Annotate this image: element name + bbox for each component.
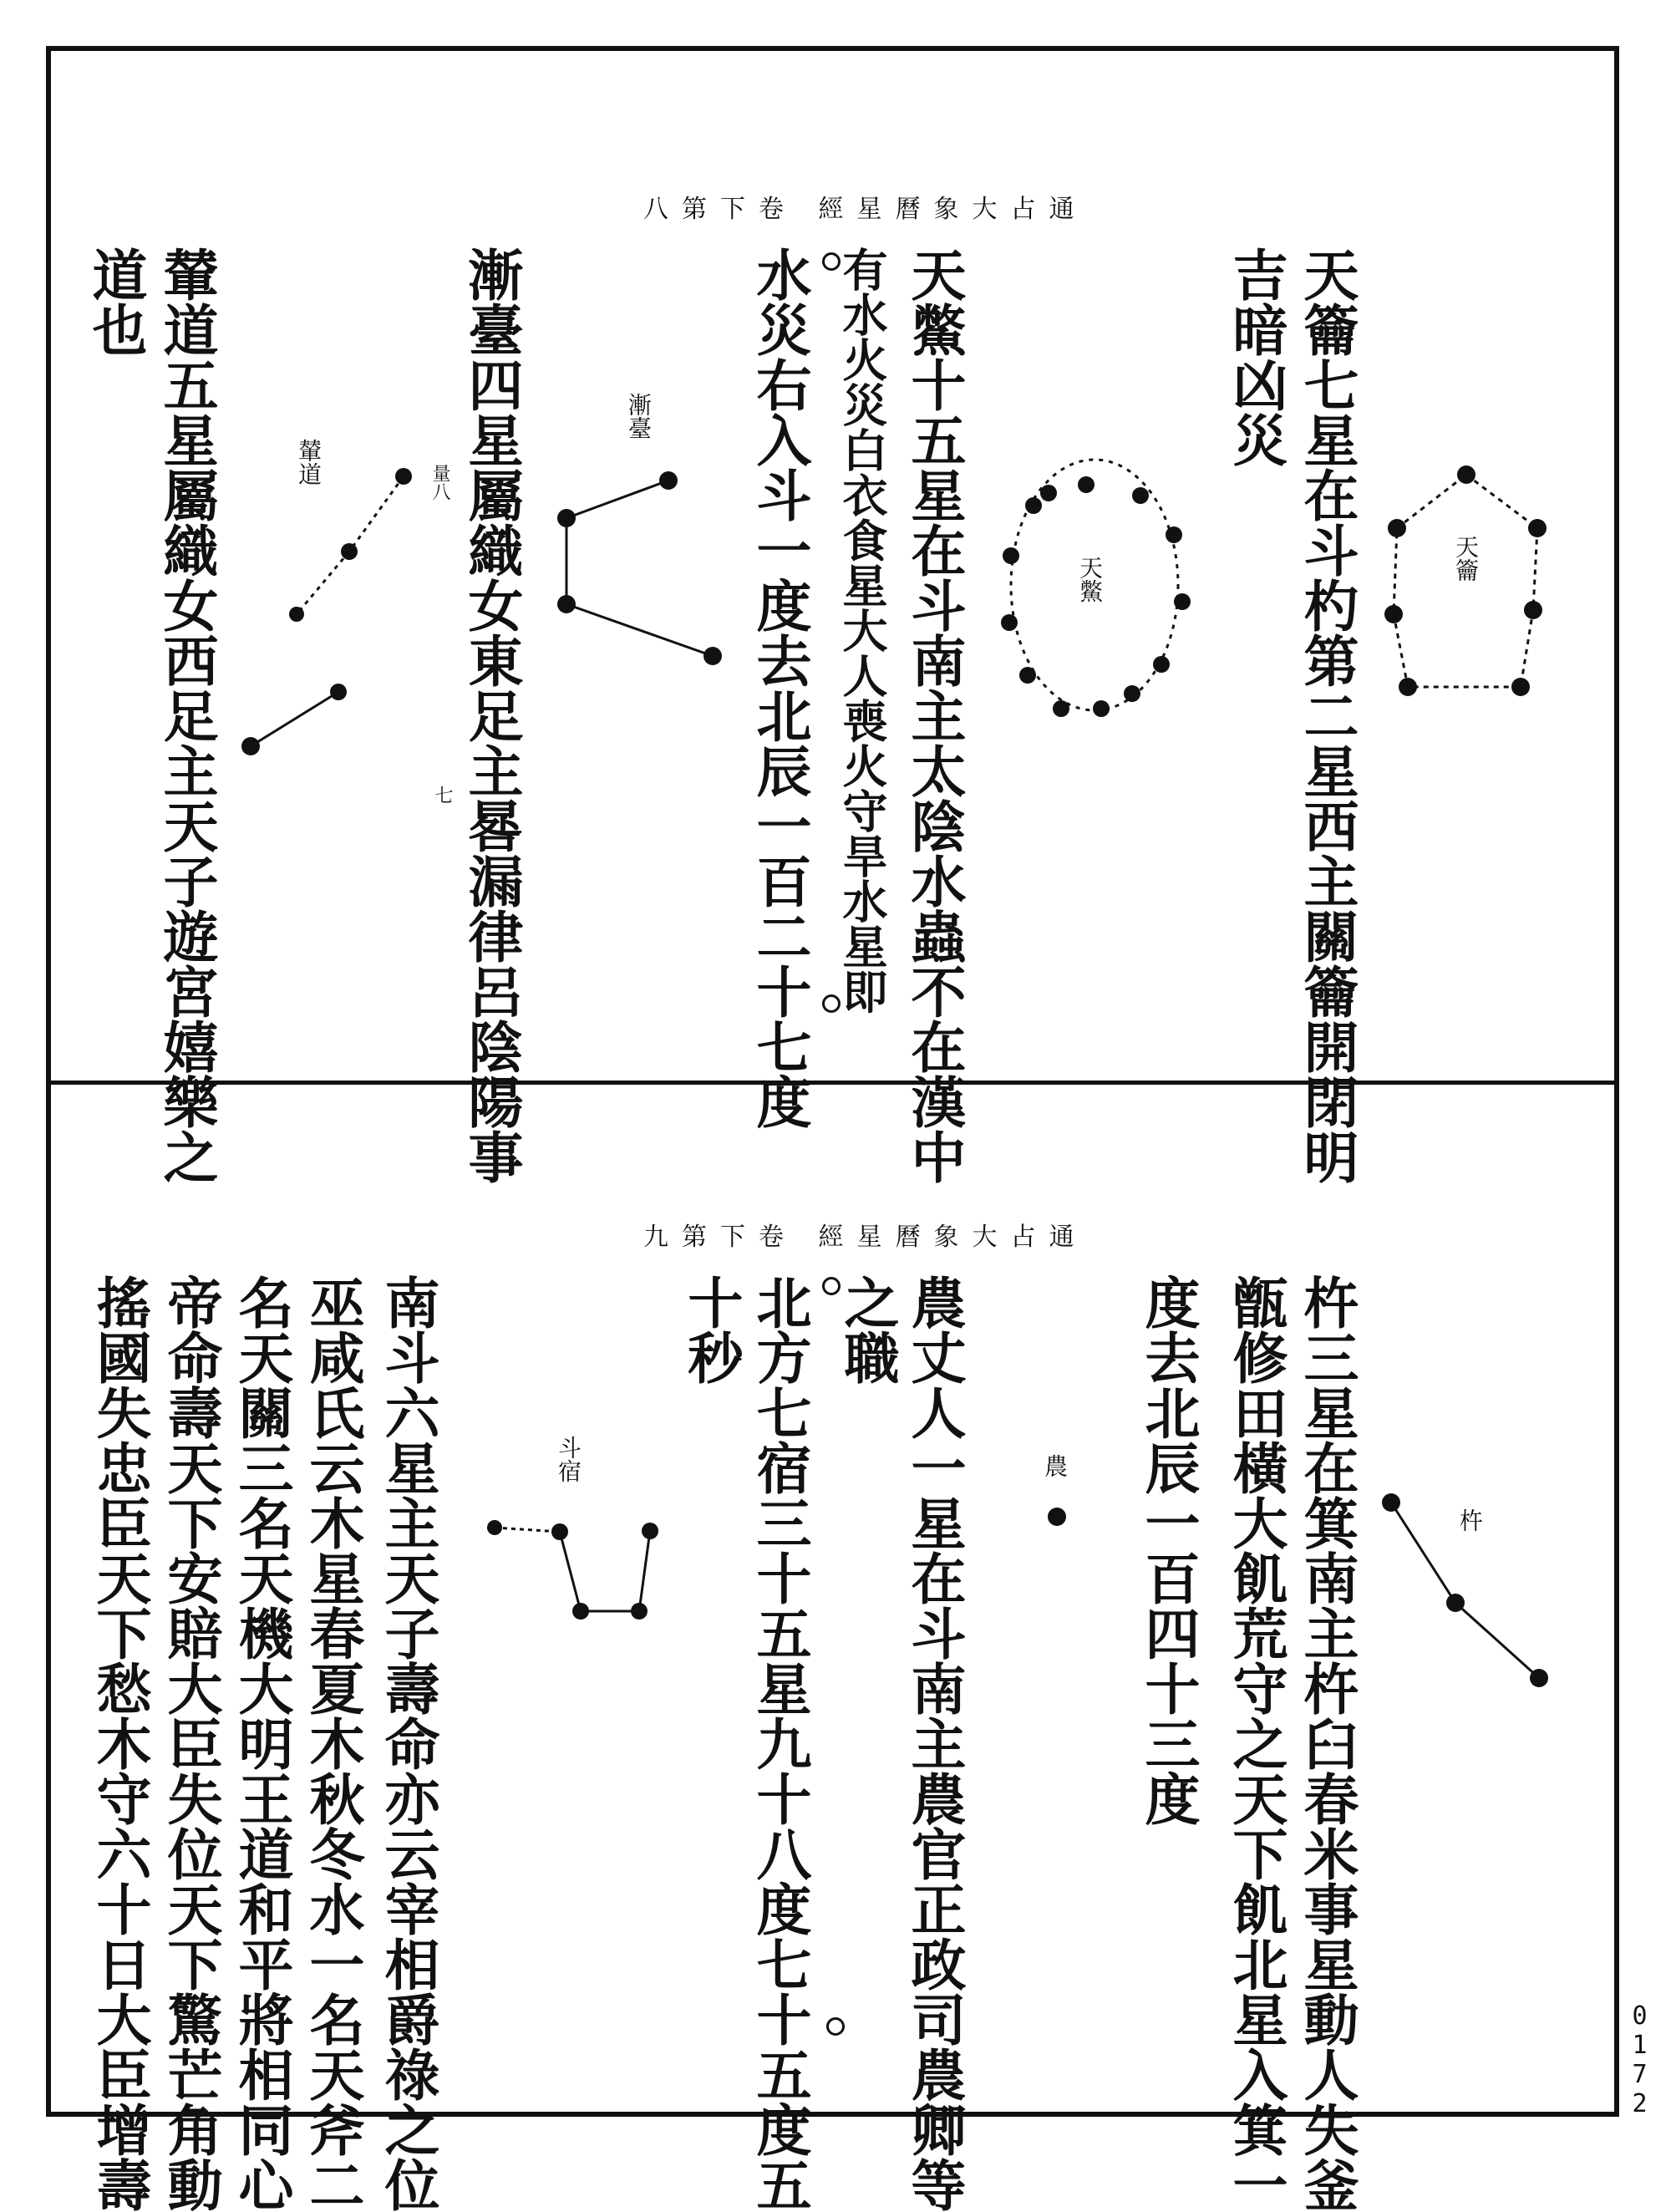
bottom-col-1: 杵三星在箕南主杵臼春米事星動人失釜: [1294, 1274, 1359, 2212]
bottom-col-7: 十秒: [678, 1274, 744, 1385]
circle-marker: [822, 1277, 841, 1295]
label-nong: 農: [1041, 1454, 1069, 1477]
bottom-col-3: 度去北辰一百四十三度: [1135, 1274, 1201, 1826]
jiantai-constellation: [566, 481, 713, 656]
bottom-col-2: 甑修田橫大飢荒守之天下飢北星入箕一: [1223, 1274, 1288, 2212]
tianyue-stars: [1384, 465, 1547, 696]
tianyue-constellation: [1394, 475, 1537, 687]
label-jiantai: 漸臺: [625, 393, 653, 440]
label-niandao: 輦道: [295, 439, 323, 486]
top-col-3: 天鱉十五星在斗南主太陰水蟲不在漢中: [902, 247, 967, 1184]
label-tianbie: 天鱉: [1076, 556, 1104, 603]
top-col-6: 漸臺四星屬織女東足主晷漏律呂陰陽事: [459, 247, 524, 1184]
note-ba: 量八: [429, 464, 450, 501]
bottom-col-11: 帝命壽天下安賠大臣失位天下驚芒角動: [158, 1274, 223, 2212]
top-col-4: 有水火災白衣食星大人喪火守旱水星即: [836, 247, 889, 1014]
dousu-constellation: [495, 1528, 650, 1611]
top-col-1: 天籥七星在斗杓第二星西主關籥開閉明: [1294, 247, 1359, 1184]
bottom-col-6: 北方七宿三十五星九十八度七十五度五: [747, 1274, 812, 2212]
niandao-stars: [241, 468, 412, 755]
label-chu: 杵: [1456, 1508, 1484, 1532]
dousu-stars: [487, 1520, 658, 1620]
label-tianyue: 天籥: [1452, 535, 1480, 582]
bottom-page-header: 通占大象曆星經 卷下第九: [643, 1223, 1088, 1252]
tianbie-stars: [1001, 476, 1191, 717]
tianbie-constellation: [1011, 460, 1178, 710]
circle-marker: [826, 2017, 845, 2036]
jiantai-stars: [557, 471, 722, 665]
top-col-5: 水災右入斗一度去北辰一百二十七度: [747, 247, 812, 1129]
note-qi: 七: [432, 786, 453, 804]
top-col-8: 道也: [83, 247, 148, 357]
page-number: 0172: [1625, 2001, 1654, 2118]
niandao-constellation: [251, 476, 404, 746]
top-col-2: 吉暗凶災: [1223, 247, 1288, 467]
bottom-col-8: 南斗六星主天子壽命亦云宰相爵祿之位: [375, 1274, 440, 2212]
bottom-col-4: 農丈人一星在斗南主農官正政司農卿等: [902, 1274, 967, 2212]
bottom-col-5: 之職: [835, 1274, 900, 1385]
bottom-col-12: 搖國失忠臣天下愁木守六十日大臣增壽: [87, 1274, 152, 2212]
top-col-7: 輦道五星屬織女西足主天子遊宮嬉樂之: [154, 247, 219, 1184]
top-page-header: 通占大象曆星經 卷下第八: [643, 195, 1088, 224]
bottom-col-9: 巫咸氏云木星春夏木秋冬水一名天斧二: [300, 1274, 365, 2212]
nong-star: [1048, 1508, 1066, 1526]
bottom-col-10: 名天關三名天機大明王道和平將相同心: [229, 1274, 294, 2212]
label-dousu: 斗宿: [555, 1436, 582, 1482]
